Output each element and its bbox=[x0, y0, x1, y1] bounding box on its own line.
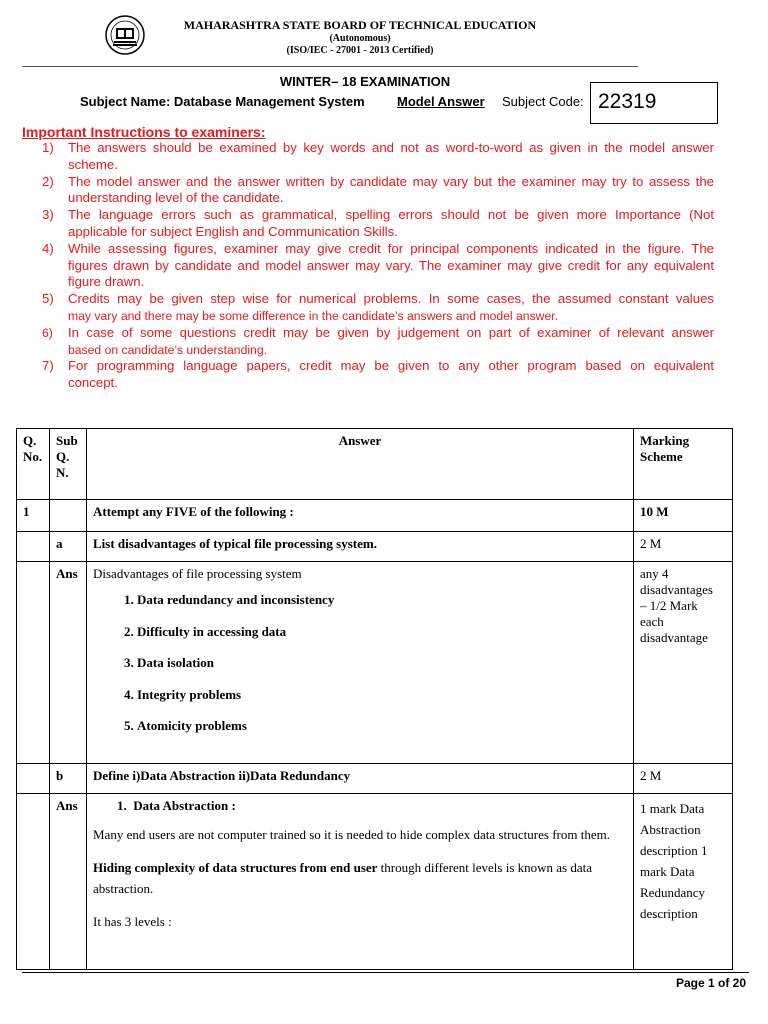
table-header-row bbox=[17, 429, 733, 500]
list-item-text: Integrity problems bbox=[137, 686, 242, 702]
page-number: Page 1 of 20 bbox=[676, 976, 747, 990]
list-item bbox=[137, 655, 627, 671]
instruction-item bbox=[22, 140, 714, 174]
sub-question: a bbox=[50, 532, 87, 562]
instruction-number: 1) bbox=[42, 140, 54, 155]
list-item-text: Data redundancy and inconsistency bbox=[137, 592, 335, 607]
instruction-item bbox=[22, 174, 714, 208]
answer-label: Ans bbox=[50, 794, 87, 970]
answer-paragraph-rest: through different levels is known as data abstraction. bbox=[93, 860, 592, 896]
table-row bbox=[17, 532, 733, 562]
instruction-line: based on candidate’s understanding. bbox=[68, 342, 267, 357]
instruction-line: scheme. bbox=[68, 156, 118, 172]
answer-heading-number: 1. bbox=[117, 798, 127, 813]
msbte-logo-icon bbox=[104, 14, 146, 56]
header-divider bbox=[22, 66, 638, 67]
question-number bbox=[17, 562, 50, 764]
instruction-line: The language errors such as grammatical, spelling errors should not be given more Importance (Not bbox=[68, 207, 714, 223]
instruction-line: figures drawn by candidate and model answer may vary. The examiner may give credit for any equivalent bbox=[68, 257, 714, 273]
exam-title: WINTER– 18 EXAMINATION bbox=[279, 74, 451, 89]
header-subq: Sub Q. N. bbox=[50, 429, 87, 500]
instruction-number: 6) bbox=[42, 325, 53, 340]
table-row bbox=[17, 764, 733, 794]
instructions-title: Important Instructions to examiners: bbox=[22, 124, 266, 140]
instruction-line: may vary and there may be some difference in the candidate’s answers and model answer. bbox=[68, 308, 559, 323]
question-text: List disadvantages of typical file processing system. bbox=[87, 532, 634, 562]
answer-table bbox=[16, 428, 733, 970]
question-marks: 10 M bbox=[634, 500, 733, 532]
subject-code-label: Subject Code: bbox=[502, 94, 584, 109]
question-text: Attempt any FIVE of the following : bbox=[87, 500, 634, 532]
sub-question bbox=[50, 500, 87, 532]
instruction-line: For programming language papers, credit may be given to any other program based on equivalent bbox=[68, 358, 714, 374]
question-number bbox=[17, 532, 50, 562]
marking-scheme: any 4 disadvantages – 1/2 Mark each disadvantage bbox=[634, 562, 733, 764]
question-text: Define i)Data Abstraction ii)Data Redundancy bbox=[87, 764, 634, 794]
answer-paragraph: It has 3 levels : bbox=[93, 914, 172, 929]
instruction-line: applicable for subject English and Communication Skills. bbox=[68, 223, 398, 239]
answer-label: Ans bbox=[50, 562, 87, 764]
instruction-line: While assessing figures, examiner may give credit for principal components indicated in the figure. The bbox=[68, 240, 714, 256]
instruction-line: In case of some questions credit may be given by judgement on part of examiner of relevant answer bbox=[68, 324, 714, 340]
instruction-line: Credits may be given step wise for numerical problems. In some cases, the assumed constant values bbox=[68, 291, 714, 307]
header-answer: Answer bbox=[87, 429, 634, 500]
table-row bbox=[17, 794, 733, 970]
subject-code-value: 22319 bbox=[598, 90, 657, 113]
answer-heading bbox=[93, 798, 627, 814]
disadvantage-list bbox=[93, 592, 627, 734]
instruction-number: 3) bbox=[42, 207, 54, 223]
header-qno: Q. No. bbox=[17, 429, 50, 500]
answer-body bbox=[87, 562, 634, 764]
autonomous-label: (Autonomous) bbox=[329, 33, 391, 44]
list-item bbox=[137, 592, 627, 608]
sub-question: b bbox=[50, 764, 87, 794]
instruction-line: The model answer and the answer written by candidate may vary but the examiner may try to assess the bbox=[68, 173, 714, 189]
footer-divider bbox=[22, 972, 749, 973]
instruction-line: The answers should be examined by key words and not as word-to-word as given in the model answer bbox=[68, 140, 714, 155]
table-row bbox=[17, 500, 733, 532]
instruction-item bbox=[22, 241, 714, 291]
instructions-list bbox=[22, 140, 714, 392]
instruction-number: 4) bbox=[42, 240, 54, 256]
list-item bbox=[137, 687, 627, 703]
instruction-number: 2) bbox=[42, 173, 54, 189]
question-number: 1 bbox=[17, 500, 50, 532]
model-answer-label: Model Answer bbox=[397, 94, 485, 109]
list-item bbox=[137, 718, 627, 734]
instruction-item bbox=[22, 358, 714, 392]
marking-scheme: 1 mark Data Abstraction description 1 mark Data Redundancy description bbox=[634, 794, 733, 970]
question-number bbox=[17, 764, 50, 794]
question-marks: 2 M bbox=[634, 532, 733, 562]
instruction-item bbox=[22, 291, 714, 325]
answer-paragraph-bold: Hiding complexity of data structures from end user bbox=[93, 860, 378, 875]
iso-certification: (ISO/IEC - 27001 - 2013 Certified) bbox=[286, 45, 434, 56]
list-item-text: Data isolation bbox=[137, 655, 214, 670]
answer-paragraph: Many end users are not computer trained so it is needed to hide complex data structures from them. bbox=[93, 827, 610, 842]
subject-name: Subject Name: Database Management System bbox=[80, 94, 365, 109]
instruction-line: figure drawn. bbox=[68, 274, 145, 290]
list-item bbox=[137, 624, 627, 640]
question-number bbox=[17, 794, 50, 970]
table-row bbox=[17, 562, 733, 764]
answer-intro: Disadvantages of file processing system bbox=[93, 566, 302, 581]
answer-paragraph bbox=[93, 857, 627, 899]
header-marking: Marking Scheme bbox=[634, 429, 733, 500]
instruction-line: understanding level of the candidate. bbox=[68, 190, 284, 206]
question-marks: 2 M bbox=[634, 764, 733, 794]
instruction-item bbox=[22, 207, 714, 241]
list-item-text: Difficulty in accessing data bbox=[137, 623, 287, 639]
answer-heading-text: Data Abstraction : bbox=[133, 798, 236, 813]
instruction-number: 7) bbox=[42, 358, 54, 374]
answer-body bbox=[87, 794, 634, 970]
instruction-line: concept. bbox=[68, 375, 118, 391]
board-name: MAHARASHTRA STATE BOARD OF TECHNICAL EDUCATION bbox=[183, 18, 537, 32]
instruction-number: 5) bbox=[42, 291, 54, 307]
list-item-text: Atomicity problems bbox=[137, 718, 247, 733]
instruction-item bbox=[22, 325, 714, 359]
